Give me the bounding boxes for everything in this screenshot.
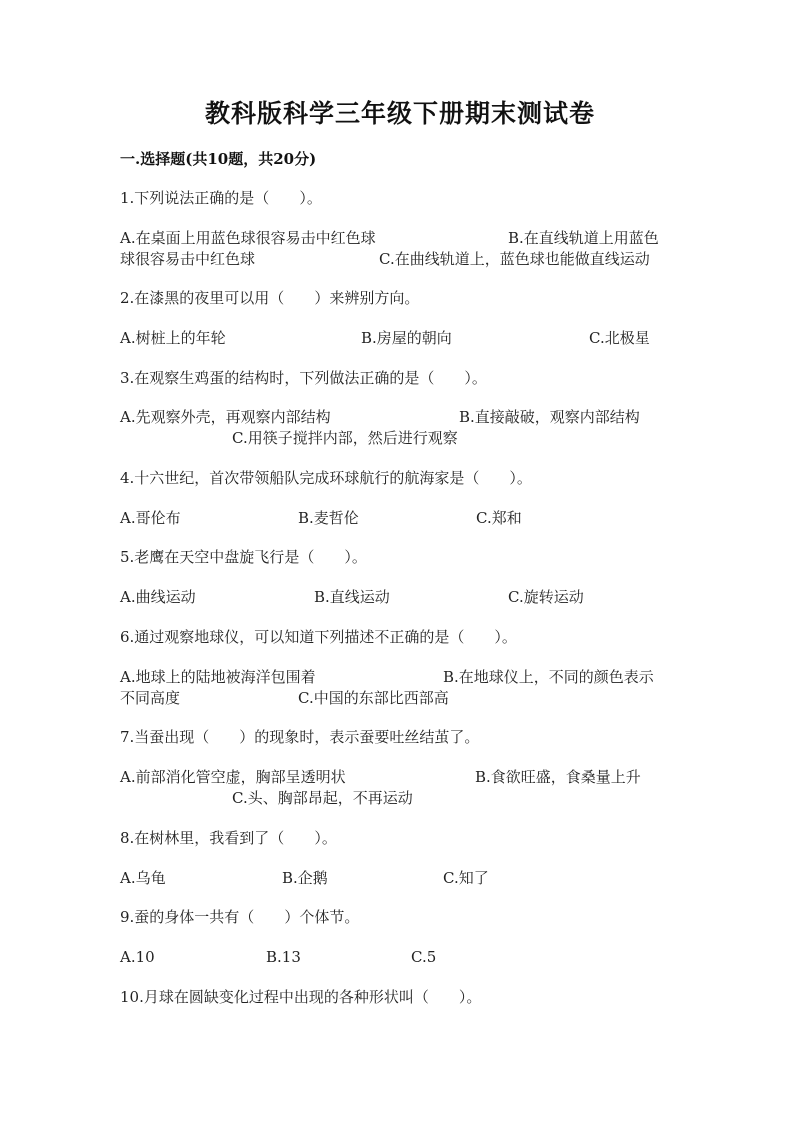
option-c: C.用筷子搅拌内部，然后进行观察 xyxy=(232,429,458,447)
option-a: A.乌龟 xyxy=(120,869,166,887)
question-stem: 2.在漆黑的夜里可以用（ ）来辨别方向。 xyxy=(120,289,420,307)
option-a: A.前部消化管空虚，胸部呈透明状 xyxy=(120,768,346,786)
option-a: A.曲线运动 xyxy=(120,588,196,606)
option-c: C.5 xyxy=(411,948,437,966)
question-stem: 6.通过观察地球仪，可以知道下列描述不正确的是（ ）。 xyxy=(120,628,517,646)
page-title: 教科版科学三年级下册期末测试卷 xyxy=(204,99,595,128)
question-stem: 9.蚕的身体一共有（ ）个体节。 xyxy=(120,908,360,926)
section-heading: 一.选择题(共10题，共20分) xyxy=(120,150,317,168)
option-b: B.企鹅 xyxy=(282,869,328,887)
question-stem: 1.下列说法正确的是（ ）。 xyxy=(120,189,322,207)
option-b: B.在直线轨道上用蓝色 xyxy=(508,229,659,247)
option-b-continued: 球很容易击中红色球 xyxy=(120,250,256,268)
option-c: C.旋转运动 xyxy=(508,588,584,606)
option-b: B.食欲旺盛，食桑量上升 xyxy=(475,768,641,786)
option-a: A.10 xyxy=(120,948,155,966)
option-b: B.13 xyxy=(266,948,301,966)
option-a: A.在桌面上用蓝色球很容易击中红色球 xyxy=(120,229,376,247)
option-c: C.在曲线轨道上，蓝色球也能做直线运动 xyxy=(379,250,650,268)
question-stem: 4.十六世纪，首次带领船队完成环球航行的航海家是（ ）。 xyxy=(120,469,532,487)
option-b-continued: 不同高度 xyxy=(120,689,181,707)
option-c: C.知了 xyxy=(443,869,489,887)
question-stem: 7.当蚕出现（ ）的现象时，表示蚕要吐丝结茧了。 xyxy=(120,728,480,746)
option-c: C.北极星 xyxy=(589,329,650,347)
option-a: A.先观察外壳，再观察内部结构 xyxy=(120,408,331,426)
question-stem: 3.在观察生鸡蛋的结构时，下列做法正确的是（ ）。 xyxy=(120,369,487,387)
option-b: B.直线运动 xyxy=(314,588,390,606)
option-c: C.头、胸部昂起，不再运动 xyxy=(232,789,413,807)
question-stem: 5.老鹰在天空中盘旋飞行是（ ）。 xyxy=(120,548,367,566)
option-a: A.地球上的陆地被海洋包围着 xyxy=(120,668,316,686)
option-c: C.中国的东部比西部高 xyxy=(298,689,449,707)
question-stem: 8.在树林里，我看到了（ ）。 xyxy=(120,829,337,847)
question-stem: 10.月球在圆缺变化过程中出现的各种形状叫（ ）。 xyxy=(120,988,482,1006)
option-b: B.在地球仪上，不同的颜色表示 xyxy=(443,668,654,686)
option-b: B.房屋的朝向 xyxy=(361,329,452,347)
option-b: B.直接敲破，观察内部结构 xyxy=(459,408,640,426)
option-a: A.哥伦布 xyxy=(120,509,181,527)
option-a: A.树桩上的年轮 xyxy=(120,329,226,347)
option-c: C.郑和 xyxy=(476,509,522,527)
option-b: B.麦哲伦 xyxy=(298,509,359,527)
